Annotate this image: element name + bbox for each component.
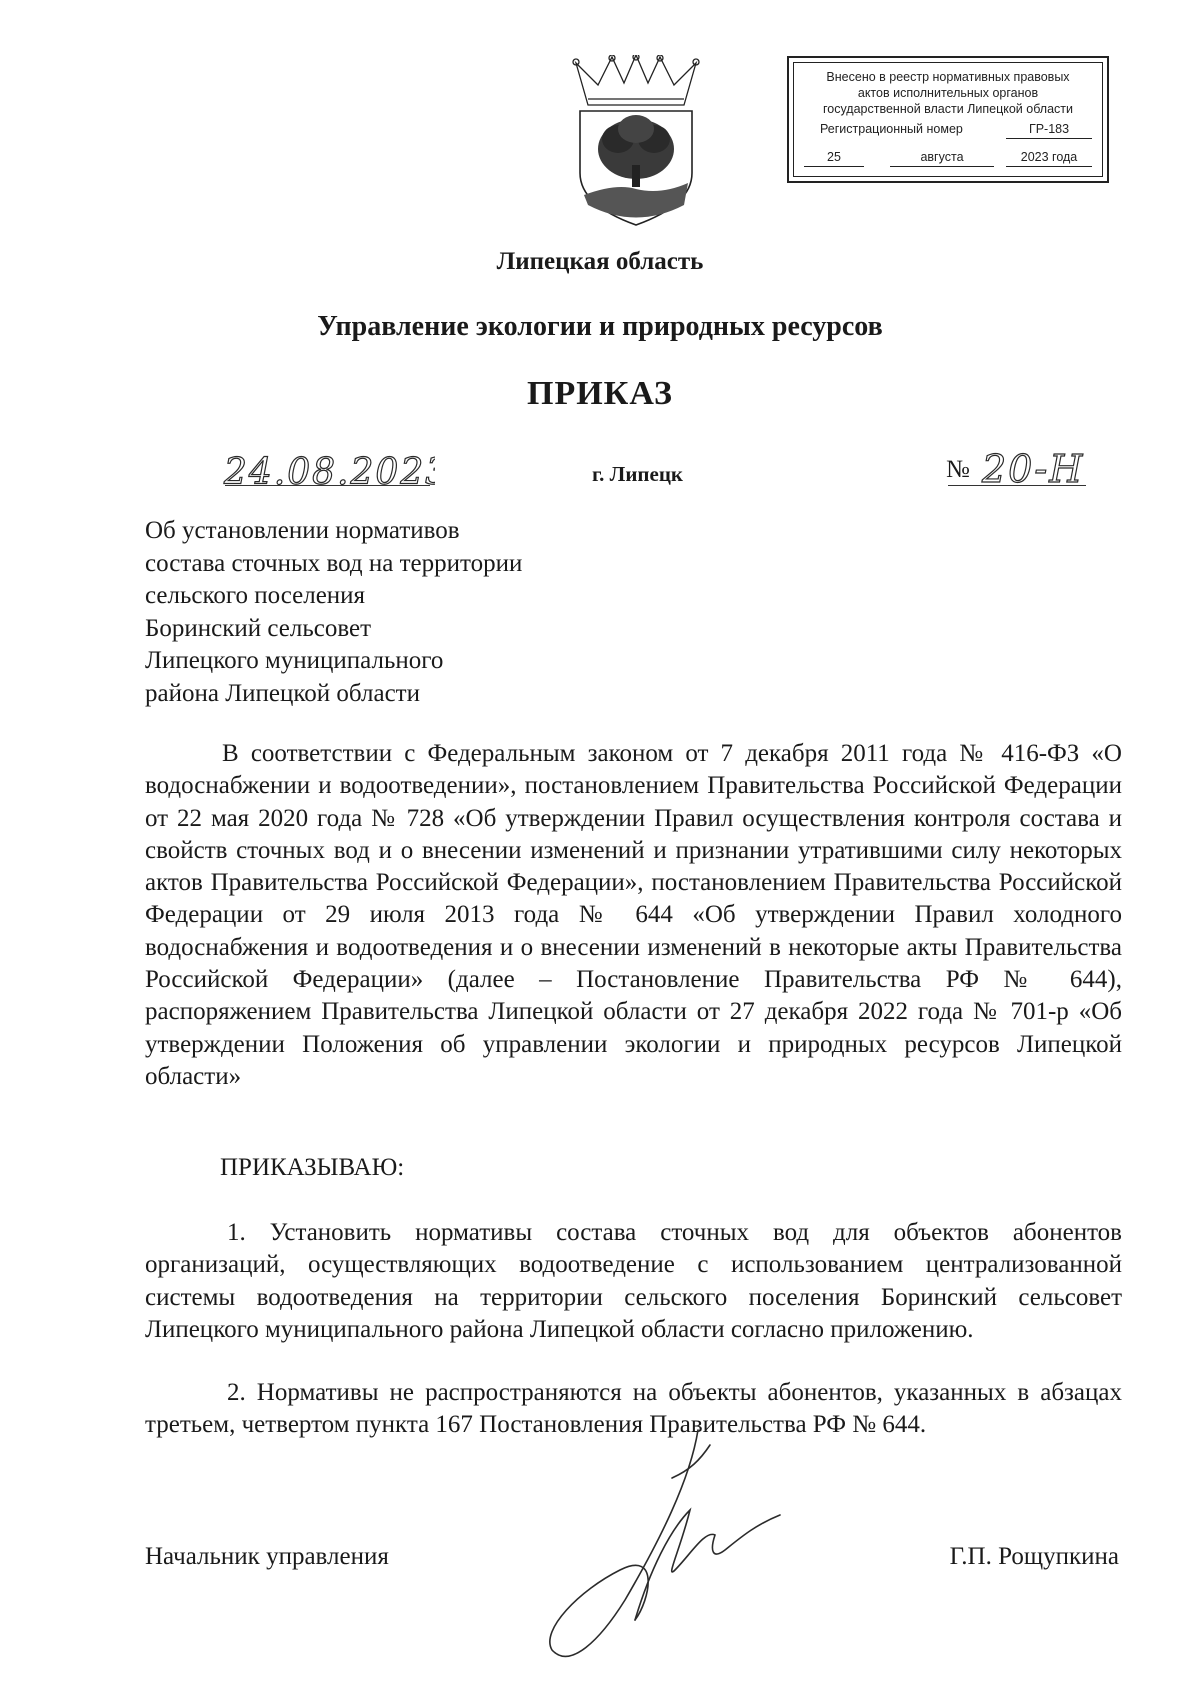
handwritten-signature bbox=[540, 1420, 800, 1680]
stamp-day: 25 bbox=[804, 149, 864, 167]
subject-line: района Липецкой области bbox=[145, 679, 420, 707]
signatory-name: Г.П. Рощупкина bbox=[949, 1543, 1119, 1570]
stamp-line-1: Внесено в реестр нормативных правовых bbox=[826, 70, 1070, 84]
number-underline bbox=[948, 485, 1086, 486]
subject-line: состава сточных вод на территории bbox=[145, 549, 523, 577]
stamp-month: августа bbox=[890, 149, 994, 167]
stamp-line-3: государственной власти Липецкой области bbox=[822, 102, 1074, 116]
region-title: Липецкая область bbox=[496, 248, 704, 275]
signatory-position: Начальник управления bbox=[145, 1543, 389, 1570]
stamp-reg-number: ГР-183 bbox=[1006, 121, 1092, 139]
subject-line: Боринский сельсовет bbox=[145, 614, 372, 642]
subject-line: Об установлении нормативов bbox=[145, 517, 460, 544]
handwritten-date bbox=[220, 448, 435, 498]
order-word: ПРИКАЗЫВАЮ: bbox=[220, 1154, 405, 1181]
coat-of-arms-emblem bbox=[566, 55, 706, 230]
number-sign: № bbox=[946, 456, 970, 483]
document-type-title: ПРИКАЗ bbox=[527, 375, 673, 412]
order-item-1: 1. Установить нормативы состава сточных вод для объектов абонентов организаций, осуществляющих водоотведение с использованием централизованной системы водоотведения на территории сельского поселения Боринский сельсовет Липецкого муниципального района Липецкой области согласно приложению. bbox=[145, 1219, 1122, 1343]
stamp-year: 2023 года bbox=[1006, 149, 1092, 167]
svg-text:20-Н: 20-Н bbox=[982, 447, 1085, 491]
svg-text:24.08.2023: 24.08.2023 bbox=[224, 452, 435, 493]
stamp-line-2: актов исполнительных органов bbox=[857, 86, 1039, 100]
preamble-paragraph: В соответствии с Федеральным законом от 7 декабря 2011 года № 416-ФЗ «О водоснабжении и водоотведении», постановлением Правительства Российской Федерации от 22 мая 2020 года № 728 «Об утверждении Правил осуществления контроля состава и свойств сточных вод и о внесении изменений и признании утратившими силу некоторых актов Правительства Российской Федерации», постановлением Правительства Российской Федерации от 29 июля 2013 года № 644 «Об утверждении Правил холодного водоснабжения и водоотведения и о внесении изменений в некоторые акты Правительства Российской Федерации» (далее – Постановление Правительства РФ № 644), распоряжением Правительства Липецкой области от 27 декабря 2022 года № 701-р «Об утверждении Положения об управлении экологии и природных ресурсов Липецкой области» bbox=[145, 740, 1122, 1090]
registration-stamp bbox=[787, 56, 1109, 183]
subject-line: сельского поселения bbox=[145, 582, 366, 610]
date-underline bbox=[225, 485, 430, 486]
subject-line: Липецкого муниципального bbox=[145, 647, 444, 675]
order-item-2: 2. Нормативы не распространяются на объекты абонентов, указанных в абзацах третьем, четвертом пункта 167 Постановления Правительства РФ № 644. bbox=[145, 1379, 1122, 1439]
order-subject bbox=[145, 515, 645, 711]
stamp-reg-label: Регистрационный номер bbox=[820, 122, 963, 136]
handwritten-number bbox=[978, 440, 1098, 495]
department-title: Управление экологии и природных ресурсов bbox=[317, 311, 883, 342]
city-label: г. Липецк bbox=[592, 462, 684, 486]
